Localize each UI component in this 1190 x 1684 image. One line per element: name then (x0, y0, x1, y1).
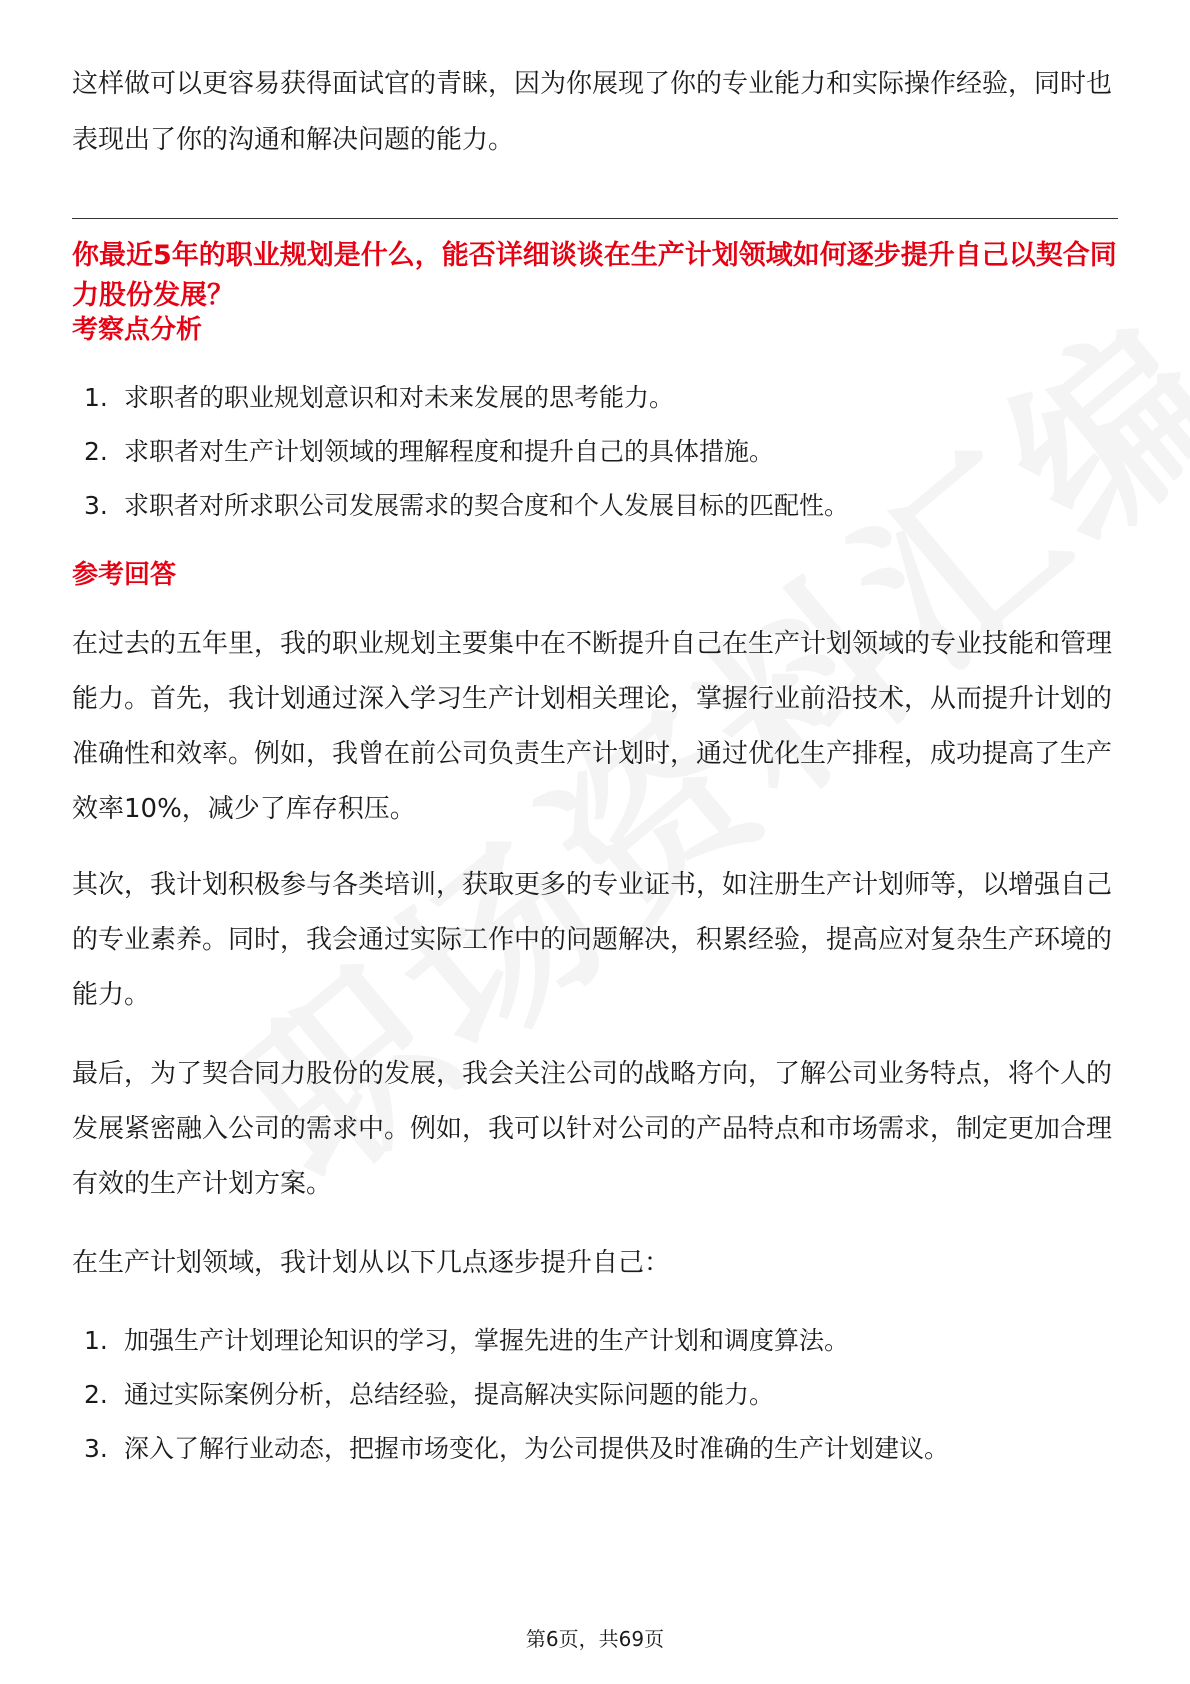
page-number-footer: 第6页，共69页 (525, 1627, 665, 1651)
answer-paragraph: 其次，我计划积极参与各类培训，获取更多的专业证书，如注册生产计划师等，以增强自己的专业素养。同时，我会通过实际工作中的问题解决，积累经验，提高应对复杂生产环境的能力。 (72, 870, 1113, 1010)
analysis-title: 考察点分析 (72, 315, 203, 345)
list-item-text: 求职者对生产计划领域的理解程度和提升自己的具体措施。 (124, 437, 775, 466)
list-item-number: 1. (84, 1326, 108, 1355)
list-item (72, 479, 1118, 533)
improvement-list (72, 1314, 1118, 1476)
answer-paragraph: 在过去的五年里，我的职业规划主要集中在不断提升自己在生产计划领域的专业技能和管理能力。首先，我计划通过深入学习生产计划相关理论，掌握行业前沿技术，从而提升计划的准确性和效率。例如，我曾在前公司负责生产计划时，通过优化生产排程，成功提高了生产效率10%，减少了库存积压。 (72, 629, 1113, 824)
answer-paragraph: 最后，为了契合同力股份的发展，我会关注公司的战略方向，了解公司业务特点，将个人的发展紧密融入公司的需求中。例如，我可以针对公司的产品特点和市场需求，制定更加合理有效的生产计划方案。 (72, 1059, 1113, 1199)
list-item-text: 加强生产计划理论知识的学习，掌握先进的生产计划和调度算法。 (124, 1326, 850, 1355)
list-item-text: 深入了解行业动态，把握市场变化，为公司提供及时准确的生产计划建议。 (124, 1434, 950, 1463)
list-item-text: 通过实际案例分析，总结经验，提高解决实际问题的能力。 (124, 1380, 775, 1409)
list-item (72, 425, 1118, 479)
list-item (72, 1368, 1118, 1422)
answer-paragraph: 在生产计划领域，我计划从以下几点逐步提升自己： (72, 1248, 671, 1278)
list-item (72, 371, 1118, 425)
answer-title: 参考回答 (72, 560, 177, 590)
list-item-number: 3. (84, 1434, 108, 1463)
analysis-list (72, 371, 1118, 533)
list-item (72, 1422, 1118, 1476)
list-item (72, 1314, 1118, 1368)
list-item-number: 1. (84, 383, 108, 412)
intro-paragraph: 这样做可以更容易获得面试官的青睐，因为你展现了你的专业能力和实际操作经验，同时也表现出了你的沟通和解决问题的能力。 (72, 69, 1113, 155)
list-item-text: 求职者对所求职公司发展需求的契合度和个人发展目标的匹配性。 (124, 491, 850, 520)
list-item-number: 3. (84, 491, 108, 520)
list-item-text: 求职者的职业规划意识和对未来发展的思考能力。 (124, 383, 675, 412)
section-divider (72, 218, 1118, 219)
question-heading: 你最近5年的职业规划是什么，能否详细谈谈在生产计划领域如何逐步提升自己以契合同力股份发展？ (72, 240, 1117, 311)
list-item-number: 2. (84, 1380, 108, 1409)
list-item-number: 2. (84, 437, 108, 466)
